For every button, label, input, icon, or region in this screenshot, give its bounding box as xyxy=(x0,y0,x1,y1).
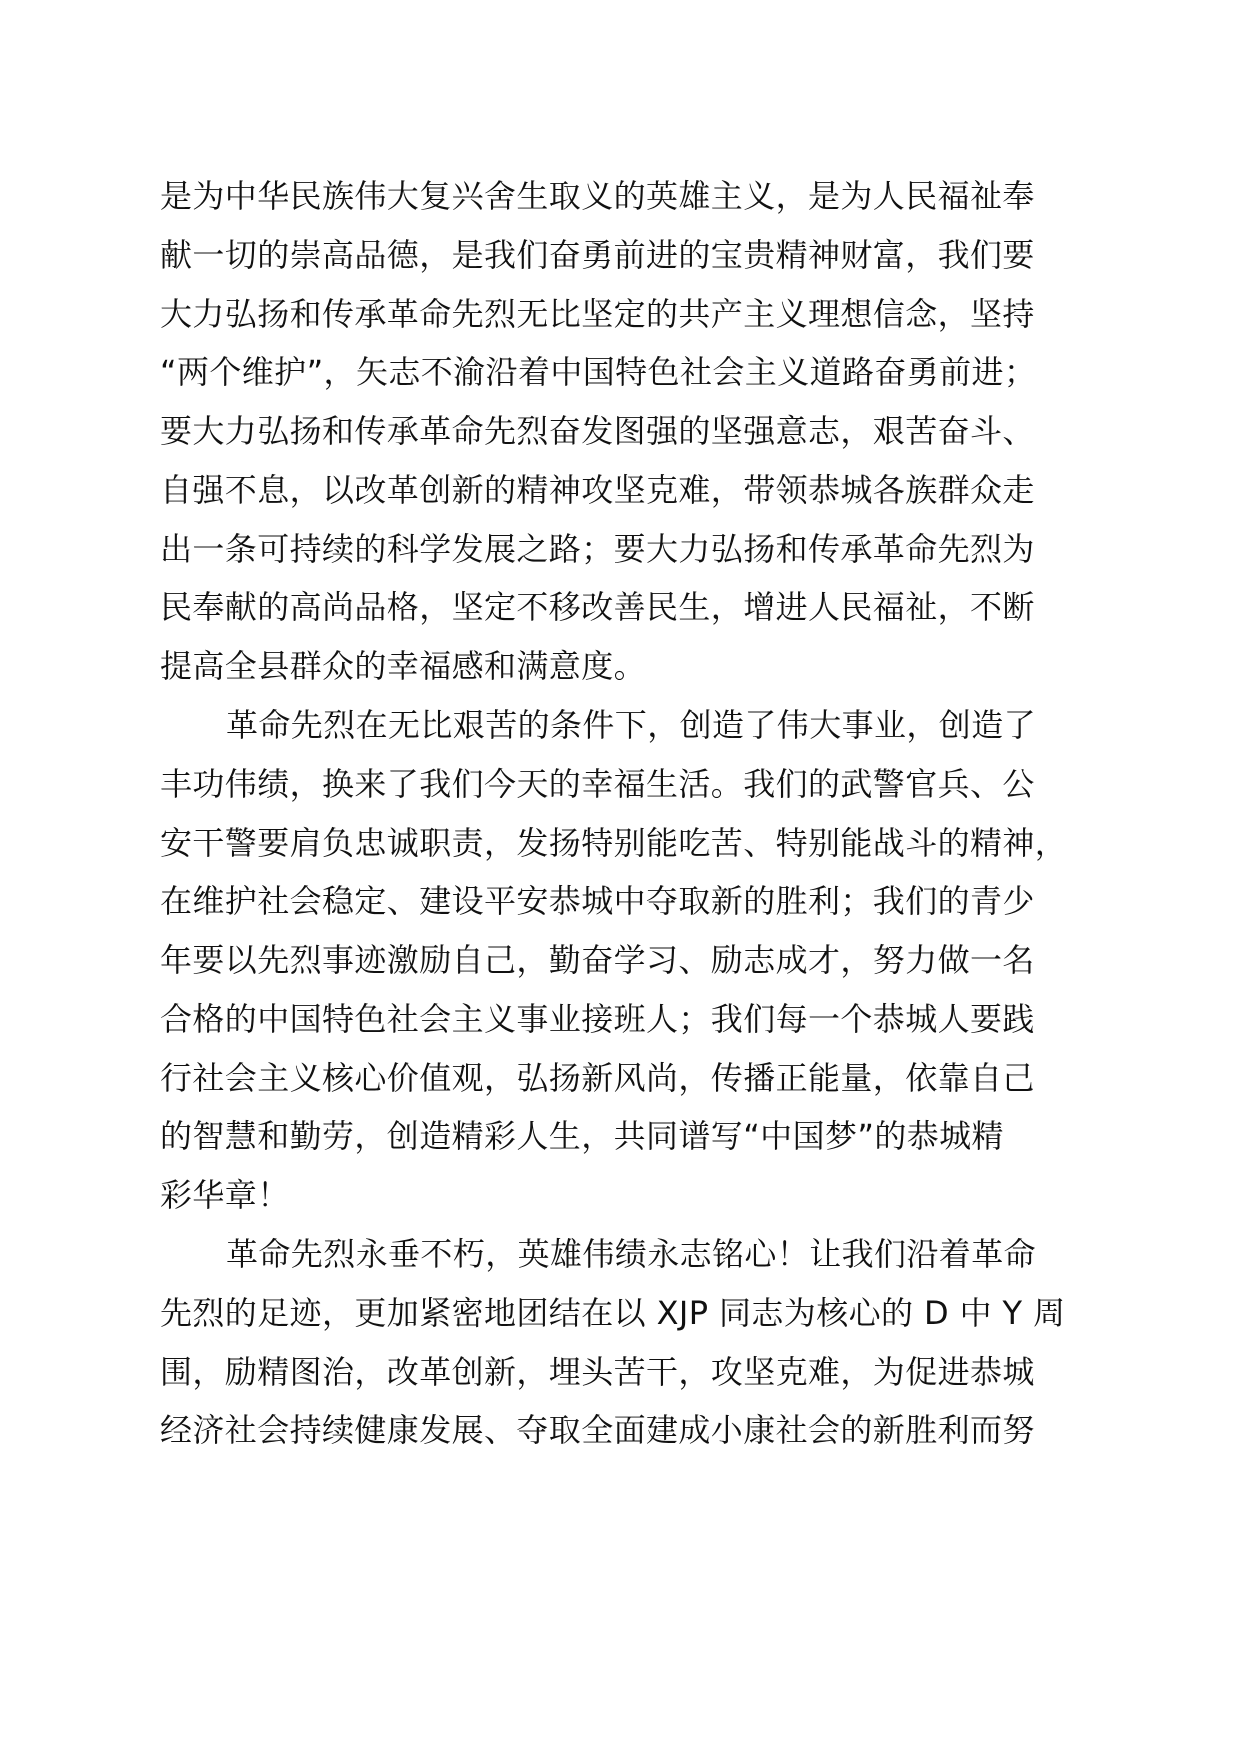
text-line: 在维护社会稳定、建设平安恭城中夺取新的胜利；我们的青少 xyxy=(160,882,1035,920)
text-line: 经济社会持续健康发展、夺取全面建成小康社会的新胜利而努 xyxy=(160,1411,1035,1449)
text-line: 先烈的足迹，更加紧密地团结在以 XJP 同志为核心的 D 中 Y 周 xyxy=(160,1294,1066,1332)
text-line: 献一切的崇高品德，是我们奋勇前进的宝贵精神财富，我们要 xyxy=(160,236,1035,274)
text-line: 民奉献的高尚品格，坚定不移改善民生，增进人民福祉，不断 xyxy=(160,588,1035,626)
text-line: 彩华章！ xyxy=(160,1176,290,1214)
text-line: 的智慧和勤劳，创造精彩人生，共同谱写“中国梦”的恭城精 xyxy=(160,1117,1004,1155)
text-line: “两个维护”，矢志不渝沿着中国特色社会主义道路奋勇前进； xyxy=(160,353,1037,391)
text-line: 年要以先烈事迹激励自己，勤奋学习、励志成才，努力做一名 xyxy=(160,941,1035,979)
text-line: 出一条可持续的科学发展之路；要大力弘扬和传承革命先烈为 xyxy=(160,530,1035,568)
text-line: 自强不息，以改革创新的精神攻坚克难，带领恭城各族群众走 xyxy=(160,471,1035,509)
paragraph-first-line: 革命先烈永垂不朽，英雄伟绩永志铭心！让我们沿着革命 xyxy=(226,1235,1037,1273)
text-line: 安干警要肩负忠诚职责，发扬特别能吃苦、特别能战斗的精神， xyxy=(160,824,1068,862)
text-line: 丰功伟绩，换来了我们今天的幸福生活。我们的武警官兵、公 xyxy=(160,765,1035,803)
text-line: 是为中华民族伟大复兴舍生取义的英雄主义，是为人民福祉奉 xyxy=(160,177,1035,215)
text-line: 合格的中国特色社会主义事业接班人；我们每一个恭城人要践 xyxy=(160,1000,1035,1038)
text-line: 要大力弘扬和传承革命先烈奋发图强的坚强意志，艰苦奋斗、 xyxy=(160,412,1035,450)
text-line: 大力弘扬和传承革命先烈无比坚定的共产主义理想信念，坚持 xyxy=(160,295,1035,333)
text-line: 行社会主义核心价值观，弘扬新风尚，传播正能量，依靠自己 xyxy=(160,1059,1035,1097)
text-line: 围，励精图治，改革创新，埋头苦干，攻坚克难，为促进恭城 xyxy=(160,1353,1035,1391)
paragraph-first-line: 革命先烈在无比艰苦的条件下，创造了伟大事业，创造了 xyxy=(226,706,1037,744)
text-line: 提高全县群众的幸福感和满意度。 xyxy=(160,647,647,685)
